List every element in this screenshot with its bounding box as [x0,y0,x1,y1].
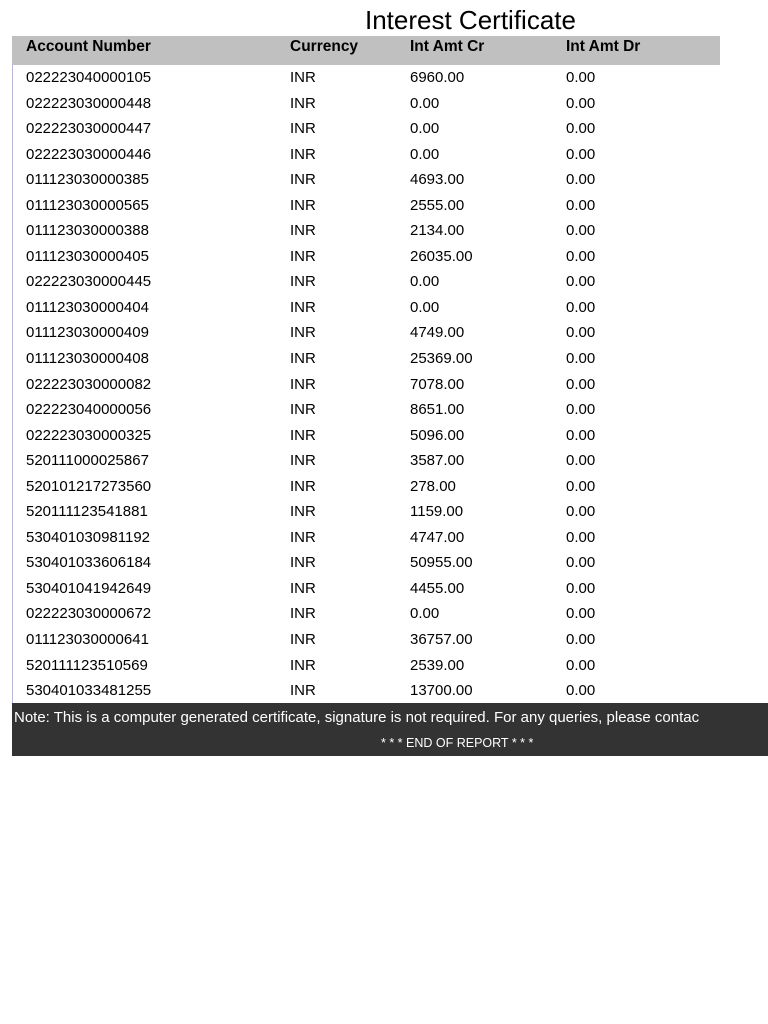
cell-account-number: 530401041942649 [26,579,152,597]
cell-int-amt-cr: 4747.00 [410,528,465,546]
cell-currency: INR [290,605,316,623]
cell-currency: INR [290,69,316,86]
table-row [0,244,768,270]
cell-int-amt-cr: 0.00 [410,145,440,163]
cell-int-amt-cr: 5096.00 [410,426,465,444]
table-row [0,525,768,551]
table-row [0,295,768,321]
table-row [0,601,768,627]
cell-int-amt-cr: 7078.00 [410,375,465,393]
cell-currency: INR [290,554,316,572]
cell-account-number: 011123030000409 [26,324,149,342]
cell-int-amt-dr: 0.00 [566,171,596,189]
cell-int-amt-cr: 2134.00 [410,222,465,240]
table-row [0,550,768,576]
cell-int-amt-dr: 0.00 [566,273,596,291]
cell-int-amt-dr: 0.00 [566,682,596,700]
cell-int-amt-dr: 0.00 [566,554,596,572]
table-header [12,36,720,65]
cell-int-amt-dr: 0.00 [566,605,596,623]
table-row [0,320,768,346]
column-header-account-number: Account Number [26,38,151,55]
cell-int-amt-dr: 0.00 [566,350,596,368]
cell-account-number: 530401033481255 [26,682,152,700]
cell-int-amt-dr: 0.00 [566,196,596,214]
cell-int-amt-dr: 0.00 [566,452,596,470]
column-header-currency: Currency [290,38,359,55]
cell-account-number: 022223040000105 [26,69,152,86]
footer-note: Note: This is a computer generated certificate, signature is not required. For any queries, please contac [14,709,700,726]
cell-account-number: 530401033606184 [26,554,152,572]
table-row [0,653,768,679]
cell-currency: INR [290,579,316,597]
table-row [0,448,768,474]
cell-int-amt-cr: 6960.00 [410,69,465,86]
cell-currency: INR [290,324,316,342]
cell-int-amt-cr: 4455.00 [410,579,465,597]
column-header-int-amt-dr: Int Amt Dr [566,38,641,55]
cell-account-number: 022223030000445 [26,273,152,291]
table-row [0,218,768,244]
table-row [0,167,768,193]
table-row [0,193,768,219]
cell-int-amt-dr: 0.00 [566,426,596,444]
cell-int-amt-dr: 0.00 [566,503,596,521]
cell-int-amt-cr: 4693.00 [410,171,465,189]
cell-account-number: 011123030000385 [26,171,149,189]
cell-int-amt-cr: 0.00 [410,298,440,316]
cell-account-number: 011123030000408 [26,350,149,368]
cell-int-amt-dr: 0.00 [566,631,596,649]
cell-account-number: 022223030000447 [26,120,152,138]
cell-int-amt-cr: 2555.00 [410,196,465,214]
cell-currency: INR [290,247,316,265]
cell-int-amt-dr: 0.00 [566,477,596,495]
cell-currency: INR [290,401,316,419]
cell-account-number: 022223030000325 [26,426,152,444]
cell-account-number: 011123030000565 [26,196,149,214]
cell-account-number: 022223040000056 [26,401,152,419]
cell-currency: INR [290,452,316,470]
table-row [0,423,768,449]
cell-currency: INR [290,94,316,112]
cell-currency: INR [290,145,316,163]
cell-int-amt-dr: 0.00 [566,94,596,112]
cell-int-amt-cr: 8651.00 [410,401,465,419]
cell-currency: INR [290,298,316,316]
table-row [0,269,768,295]
table-row [0,678,768,704]
table-row [0,474,768,500]
cell-int-amt-dr: 0.00 [566,656,596,674]
cell-account-number: 520111123510569 [26,656,148,674]
cell-account-number: 530401030981192 [26,528,151,546]
cell-int-amt-dr: 0.00 [566,69,596,86]
cell-currency: INR [290,196,316,214]
page-title: Interest Certificate [365,5,576,35]
table-body [0,65,768,704]
table-row [0,346,768,372]
cell-int-amt-cr: 1159.00 [410,503,464,521]
cell-currency: INR [290,656,316,674]
cell-currency: INR [290,528,316,546]
cell-account-number: 011123030000388 [26,222,149,240]
cell-int-amt-cr: 13700.00 [410,682,473,700]
cell-int-amt-dr: 0.00 [566,401,596,419]
report-footer [12,703,768,756]
cell-account-number: 011123030000405 [26,247,149,265]
cell-int-amt-cr: 0.00 [410,120,440,138]
cell-account-number: 520111000025867 [26,452,149,470]
cell-currency: INR [290,350,316,368]
cell-currency: INR [290,171,316,189]
cell-currency: INR [290,222,316,240]
cell-currency: INR [290,503,316,521]
cell-account-number: 520111123541881 [26,503,148,521]
table-row [0,142,768,168]
cell-int-amt-dr: 0.00 [566,528,596,546]
cell-int-amt-dr: 0.00 [566,579,596,597]
cell-currency: INR [290,477,316,495]
cell-currency: INR [290,426,316,444]
cell-int-amt-dr: 0.00 [566,324,596,342]
cell-int-amt-dr: 0.00 [566,375,596,393]
table-row [0,372,768,398]
table-row [0,65,768,91]
cell-account-number: 520101217273560 [26,477,152,495]
table-row [0,627,768,653]
cell-int-amt-cr: 0.00 [410,94,440,112]
cell-int-amt-cr: 26035.00 [410,247,473,265]
cell-int-amt-cr: 2539.00 [410,656,465,674]
cell-int-amt-dr: 0.00 [566,298,596,316]
cell-account-number: 022223030000446 [26,145,152,163]
column-header-int-amt-cr: Int Amt Cr [410,38,485,55]
cell-currency: INR [290,682,316,700]
cell-currency: INR [290,120,316,138]
cell-account-number: 022223030000448 [26,94,152,112]
table-row [0,91,768,117]
cell-int-amt-cr: 36757.00 [410,631,473,649]
table-row [0,576,768,602]
cell-int-amt-dr: 0.00 [566,145,596,163]
cell-int-amt-dr: 0.00 [566,247,596,265]
cell-int-amt-dr: 0.00 [566,120,596,138]
end-of-report-marker: * * * END OF REPORT * * * [381,736,534,750]
cell-currency: INR [290,631,316,649]
cell-int-amt-cr: 3587.00 [410,452,465,470]
table-row [0,397,768,423]
cell-account-number: 011123030000641 [26,631,149,649]
cell-account-number: 011123030000404 [26,298,149,316]
table-row [0,116,768,142]
cell-currency: INR [290,273,316,291]
cell-account-number: 022223030000082 [26,375,152,393]
table-row [0,499,768,525]
cell-int-amt-cr: 0.00 [410,605,440,623]
cell-int-amt-cr: 278.00 [410,477,456,495]
cell-currency: INR [290,375,316,393]
cell-int-amt-dr: 0.00 [566,222,596,240]
cell-int-amt-cr: 25369.00 [410,350,473,368]
cell-int-amt-cr: 50955.00 [410,554,473,572]
cell-int-amt-cr: 0.00 [410,273,440,291]
cell-int-amt-cr: 4749.00 [410,324,465,342]
cell-account-number: 022223030000672 [26,605,152,623]
